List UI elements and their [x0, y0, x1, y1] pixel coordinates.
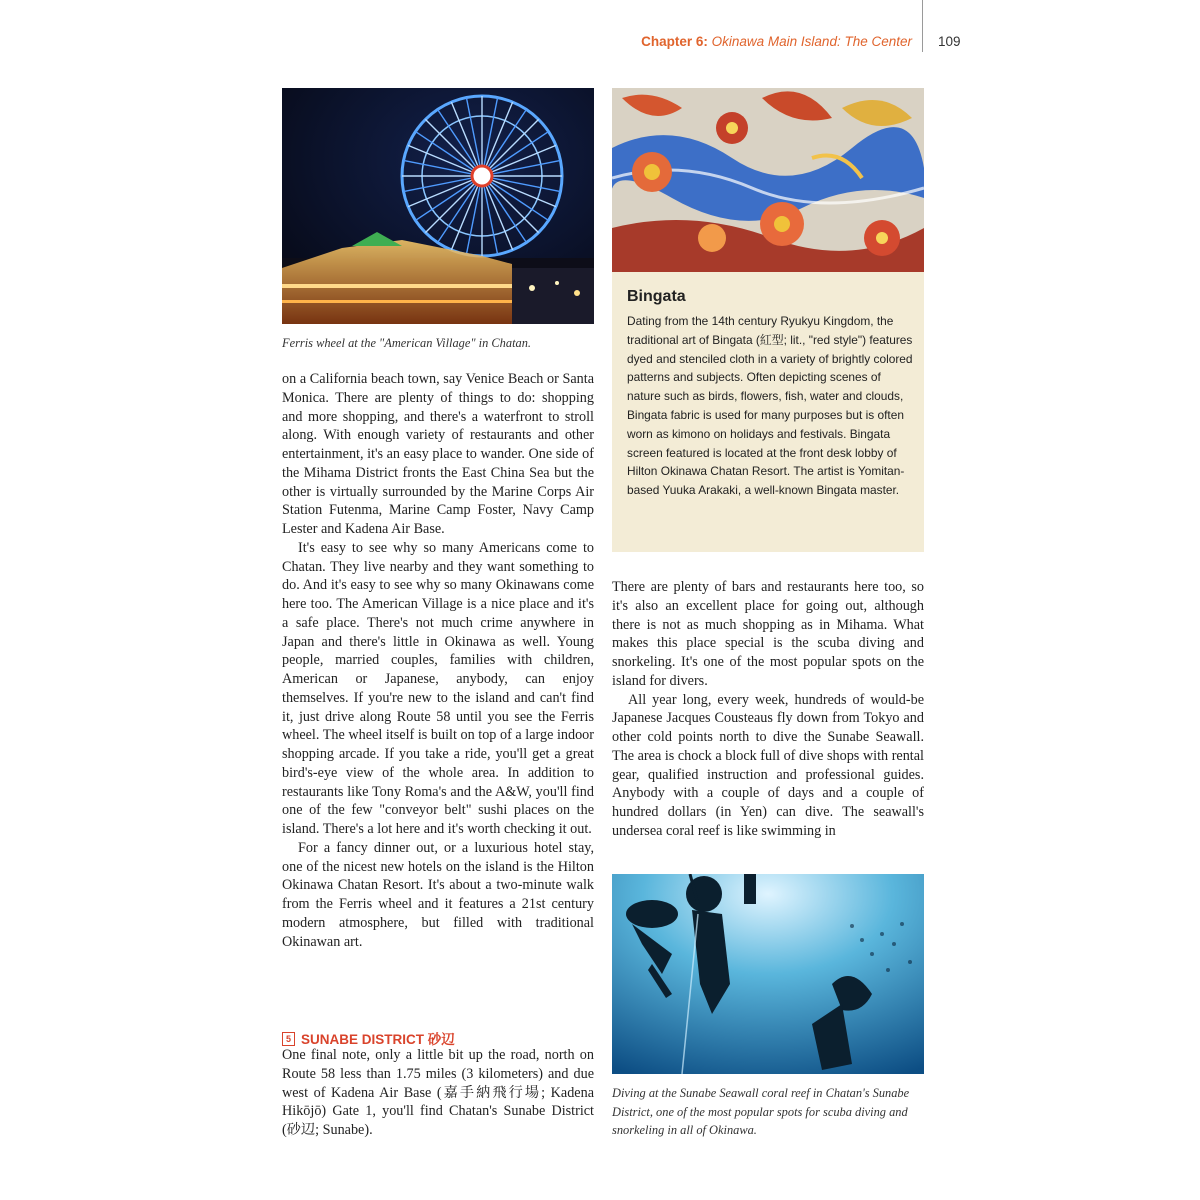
page-number: 109	[938, 34, 961, 49]
chapter-label: Chapter 6:	[641, 34, 708, 49]
paragraph: All year long, every week, hundreds of would-be Japanese Jacques Cousteaus fly down from Tokyo and other cold points north to dive the Sunabe Seawall. The area is chock a block full of dive shops with rental gear, qualified instruction and professional guides. Anybody with a couple of days and a couple of hundred dollars (in Yen) can dive. The seawall's undersea coral reef is like swimming in	[612, 691, 924, 839]
right-column-text	[612, 578, 924, 841]
header-divider	[922, 0, 923, 52]
sidebar-text: Dating from the 14th century Ryukyu Kingdom, the traditional art of Bingata (紅型; lit., "red style") features dyed and stenciled cloth in a variety of brightly colored patterns and subjects. Often depicting scenes of nature such as birds, flowers, fish, water and clouds, Bingata fabric is used for many purposes but is often worn as kimono on holidays and festivals. Bingata screen featured is located at the front desk lobby of Hilton Okinawa Chatan Resort. The artist is Yomitan-based Yuuka Arakaki, a well-known Bingata master.	[627, 314, 913, 498]
ferris-wheel-caption: Ferris wheel at the "American Village" in Chatan.	[282, 336, 532, 350]
sunabe-district-heading	[282, 1028, 455, 1048]
district-heading-text: SUNABE DISTRICT 砂辺	[301, 1032, 455, 1047]
left-column-text	[282, 370, 594, 951]
paragraph: For a fancy dinner out, or a luxurious hotel stay, one of the nicest new hotels on the island is the Hilton Okinawa Chatan Resort. It's about a two-minute walk from the Ferris wheel and it features a 21st century modern atmosphere, but filled with traditional Okinawan art.	[282, 839, 594, 950]
diving-photo	[612, 874, 924, 1074]
paragraph: It's easy to see why so many Americans come to Chatan. They live nearby and they want something to do. And it's easy to see why so many Okinawans come here too. The American Village is a nice place and it's a safe place. There's not much crime anywhere in Japan and there's little in Okinawa as well. Young people, married couples, families with children, American or Japanese, anybody, can enjoy themselves. If you're new to the island and can't find it, just drive along Route 58 until you see the Ferris wheel. The wheel itself is built on top of a large indoor shopping arcade. If you take a ride, you'll get a great bird's-eye view of the whole area. In addition to restaurants like Tony Roma's and the A&W, you'll find one of the few "conveyor belt" sushi places on the island. There's a lot here and it's worth checking it out.	[282, 539, 594, 837]
map-marker-number: 5	[282, 1032, 295, 1046]
sidebar-title: Bingata	[627, 288, 686, 305]
paragraph: on a California beach town, say Venice Beach or Santa Monica. There are plenty of things to do: shopping and more shopping, and there's a waterfront to stroll along. With enough variety of restaurants and other entertainment, it's an easy place to wander. One side of the Mihama District fronts the East China Sea but the other is virtually surrounded by the Marine Corps Air Station Futenma, Marine Camp Foster, Navy Camp Lester and Kadena Air Base.	[282, 371, 594, 537]
section-title: Okinawa Main Island: The Center	[711, 34, 912, 49]
bingata-photo	[612, 88, 924, 272]
left-column-text-end	[282, 1046, 594, 1140]
running-head	[560, 34, 912, 49]
ferris-wheel-photo	[282, 88, 594, 324]
bingata-sidebar	[612, 272, 924, 552]
diving-caption: Diving at the Sunabe Seawall coral reef in Chatan's Sunabe District, one of the most popular spots for scuba diving and snorkeling in all of Okinawa.	[612, 1086, 910, 1137]
paragraph: One final note, only a little bit up the road, north on Route 58 less than 1.75 miles (3 kilometers) and due west of Kadena Air Base (嘉手納飛行場; Kadena Hikōjō) Gate 1, you'll find Chatan's Sunabe District (砂辺; Sunabe).	[282, 1047, 594, 1138]
paragraph: There are plenty of bars and restaurants here too, so it's also an excellent place for going out, although there is not as much shopping as in Mihama. What makes this place special is the scuba diving and snorkeling. It's one of the most popular spots on the island for divers.	[612, 579, 924, 689]
